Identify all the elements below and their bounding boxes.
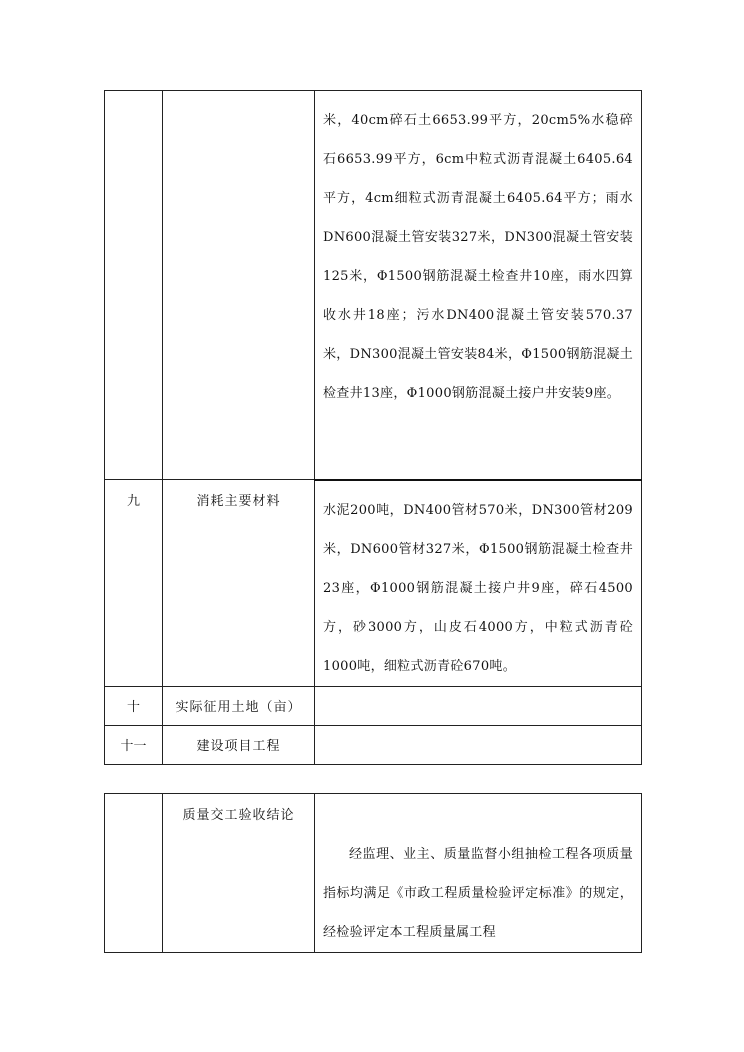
table-row [105, 794, 642, 953]
row-label: 建设项目工程 [163, 725, 315, 764]
table-row [105, 686, 642, 725]
acceptance-table [104, 793, 642, 953]
project-content-text [315, 725, 642, 764]
row-number [105, 794, 163, 953]
conclusion-text: 经监理、业主、质量监督小组抽检工程各项质量指标均满足《市政工程质量检验评定标准》的规定，经检验评定本工程质量属工程 [323, 847, 633, 940]
table-row [105, 725, 642, 764]
row-number: 九 [105, 480, 163, 687]
row-label: 消耗主要材料 [163, 480, 315, 687]
conclusion-cell [315, 794, 642, 953]
materials-content-text: 水泥200吨，DN400管材570米，DN300管材209米，DN600管材327米，Φ1500钢筋混凝土检查井23座，Φ1000钢筋混凝土接户井9座，碎石4500方，砂3000方，山皮石4000方，中粒式沥青砼1000吨，细粒式沥青砼670吨。 [315, 480, 642, 687]
row-label: 实际征用土地（亩） [163, 686, 315, 725]
construction-content-text: 米，40cm碎石土6653.99平方，20cm5%水稳碎石6653.99平方，6cm中粒式沥青混凝土6405.64平方，4cm细粒式沥青混凝土6405.64平方；雨水DN600混凝土管安装327米，DN300混凝土管安装125米，Φ1500钢筋混凝土检查井10座，雨水四算收水井18座；污水DN400混凝土管安装570.37米，DN300混凝土管安装84米，Φ1500钢筋混凝土检查井13座，Φ1000钢筋混凝土接户井安装9座。 [315, 91, 642, 480]
row-number: 十一 [105, 725, 163, 764]
row-number [105, 91, 163, 480]
row-number: 十 [105, 686, 163, 725]
table-row [105, 91, 642, 480]
land-content-text [315, 686, 642, 725]
table-row [105, 480, 642, 687]
row-label [163, 91, 315, 480]
row-label: 质量交工验收结论 [163, 794, 315, 953]
project-info-table [104, 90, 642, 765]
